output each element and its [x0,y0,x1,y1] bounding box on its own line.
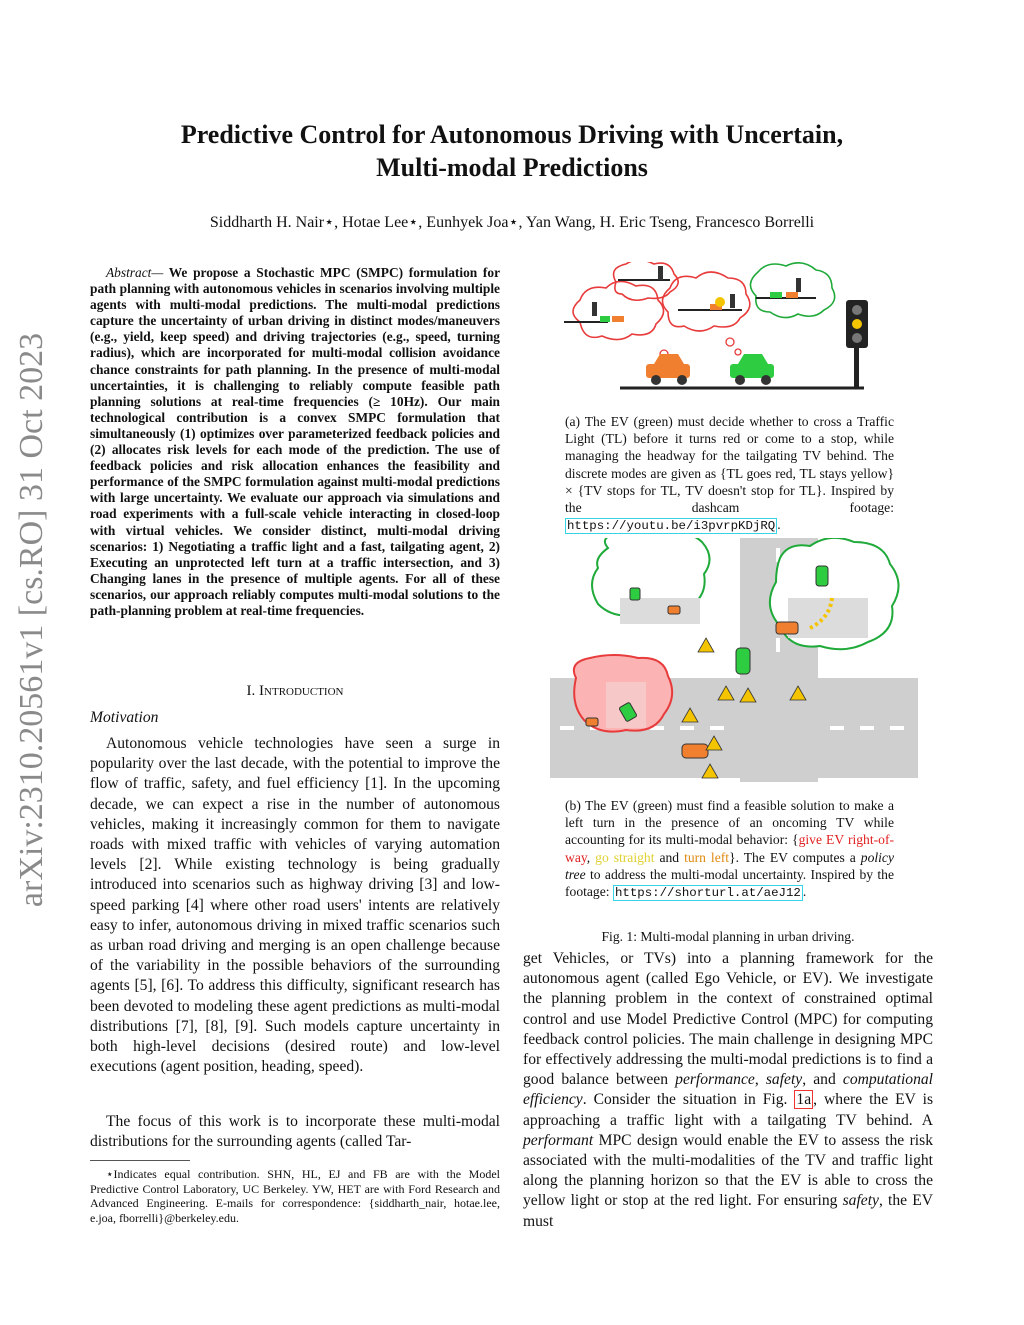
figure-ref-1a[interactable]: 1a [796,1091,812,1109]
paragraph-focus: The focus of this work is to incorporate these multi-modal distributions for the surrounding agents (called Tar- [90,1113,500,1151]
figure-1a [560,262,900,402]
tv-orange-main [682,744,708,758]
figure-1-caption: Fig. 1: Multi-modal planning in urban driving. [601,929,855,944]
ev-green-main [736,648,750,674]
thought-bubble-mid [662,272,749,331]
footnote-rule [90,1160,190,1161]
thought-bubble-left [573,281,664,339]
link-footage[interactable]: https://shorturl.at/aeJ12 [614,886,801,901]
abstract-text: We propose a Stochastic MPC (SMPC) formulation for path planning with autonomous vehicles in scenarios involving multiple agents with multi-modal predictions. The multi-modal predictions capture the uncertainty of urban driving in distinct modes/maneuvers (e.g., yield, keep speed) and driving trajectories (e.g., speed, turning radius), which are incorporated for multi-modal collision avoidance chance constraints for path planning. In the presence of multi-modal uncertainties, it is challenging to reliably compute feasible path planning solutions at real-time frequencies (≥ 10Hz). Our main technological contribution is a convex SMPC formulation that simultaneously (1) optimizes over parameterized feedback policies and (2) allocates risk levels for each mode of the prediction. The use of feedback policies and risk allocation enhances the feasibility and performance of the SMPC formulation against multi-modal predictions with large uncertainty. We evaluate our approach via simulations and road experiments with a full-scale vehicle interacting in closed-loop with virtual vehicles. We consider distinct, multi-modal driving scenarios: 1) Negotiating a traffic light and a fast, tailgating agent, 2) Executing an unprotected left turn at a traffic intersection, and 3) Changing lanes in the presence of multiple agents. For all of these scenarios, our approach reliably computes multi-modal solutions to the path-planning problem at real-time frequencies. [90,265,501,618]
paragraph-continued: get Vehicles, or TVs) into a planning framework for the autonomous agent (called Ego Vehicle, or EV). We investigate the planning problem in the context of constrained optimal control and use Model Predictive Control (MPC) for computing feedback control policies. The main challenge in designing MPC for effectively addressing the multi-modal predictions is to find a good balance between performance, safety, and computational efficiency. Consider the situation in Fig. 1a , where the EV is approaching a traffic light with a tailgating TV behind. A performant MPC design would enable the EV to assess the risk associated with the multi-modalities of the TV and traffic light along the planning horizon so that the EV is able to cross the yellow light or stop at the red light. For ensuring safety, the EV must [523,950,934,1230]
author-list: Siddharth H. Nair⋆, Hotae Lee⋆, Eunhyek Joa⋆, Yan Wang, H. Eric Tseng, Francesco Borrelli [209,214,815,231]
caption-1b: (b) The EV (green) must find a feasible solution to make a left turn in the presence of an oncoming TV while accounting for its multi-modal behavior: {give EV right-of-way, go straight and turn left}. The EV computes a policy tree to address the multi-modal uncertainty. Inspired by the footage: https://shorturl.at/aeJ12 . [565,798,894,901]
link-dashcam[interactable]: https://youtu.be/i3pvrpKDjRQ [567,519,776,534]
tv-orange-car [646,354,690,385]
section-heading: I. Introduction [246,683,344,699]
traffic-light [846,300,868,388]
title-line-2: Multi-modal Predictions [376,153,648,182]
paper-title [0,118,1024,184]
subsection-heading: Motivation [90,709,159,726]
thought-bubble-top-right [750,263,834,318]
figure-1b [550,538,918,782]
title-line-1: Predictive Control for Autonomous Driving with Uncertain, [180,120,844,149]
ev-green-car [730,354,774,385]
arxiv-watermark: arXiv:2310.20561v1 [cs.RO] 31 Oct 2023 [13,332,50,908]
caption-1a: (a) The EV (green) must decide whether to cross a Traffic Light (TL) before it turns red or come to a stop, while managing the headway for the tailgating TV behind. The discrete modes are given as {TL goes red, TL stays yellow} × {TV stops for TL, TV doesn't stop for TL}. Inspired by the dashcam footage: https://youtu.be/i3pvrpKDjRQ . [565,414,894,534]
paragraph-motivation: Autonomous vehicle technologies have seen a surge in popularity over the last decade, with the potential to improve the flow of traffic, safety, and fuel efficiency [1]. In the upcoming decade, we can expect a rise in the number of autonomous vehicles, making it increasingly common for them to navigate roads with mixed traffic with vehicles of varying automation levels [2]. While existing technology is being gradually introduced into scenarios such as highway driving [3] and low-speed parking [4] where other road users' intents are relatively easy to infer, autonomous driving in mixed traffic scenarios such as urban road driving and merging is an open challenge because of the variability in the possible behaviors of the surrounding agents [5], [6]. To address this difficulty, significant research has been devoted to modeling these agent predictions as multi-modal distributions [7], [8], [9]. Such models capture uncertainty in both high-level decisions (desired route) and low-level executions (agent position, heading, speed). [90,735,500,1076]
mini-traffic-lights [592,266,801,316]
abstract [90,265,500,619]
footnote: ⋆Indicates equal contribution. SHN, HL, EJ and FB are with the Model Predictive Control Laboratory, UC Berkeley. YW, HET are with Ford Research and Advanced Engineering. E-mails for correspondence: {siddharth_nair, hotae.lee, e.joa, fborrelli}@berkeley.edu. [90,1167,500,1225]
abstract-label: Abstract— [106,265,164,280]
